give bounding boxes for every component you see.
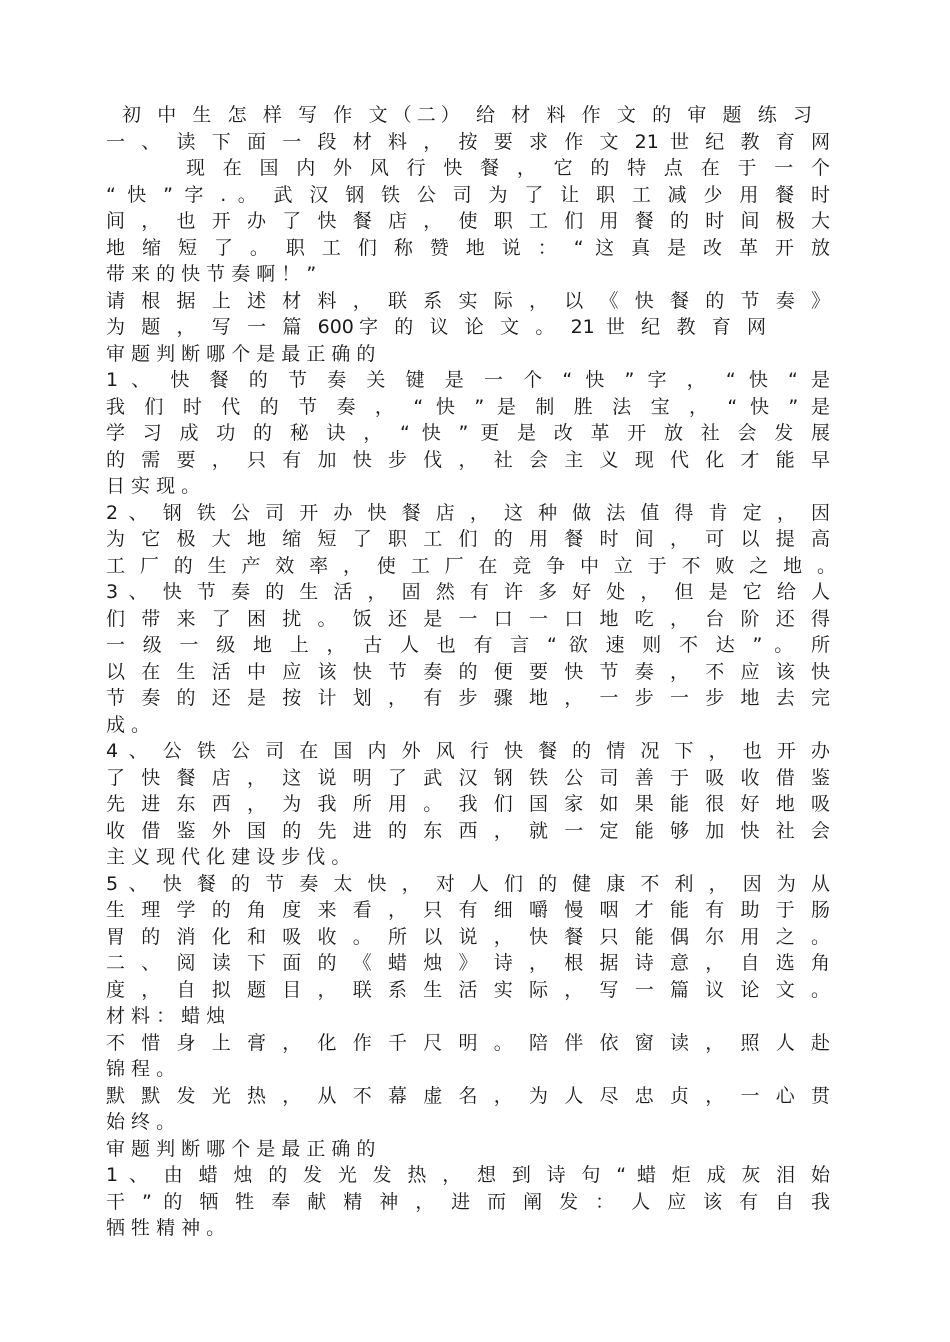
- text-line: 现 在 国 内 外 风 行 快 餐 ， 它 的 特 点 在 于 一 个: [186, 157, 830, 179]
- option-1: 1 、 快 餐 的 节 奏 关 键 是 一 个 “ 快 ” 字 ， “ 快 “ 是: [106, 369, 830, 391]
- section-2-heading: 二 、 阅 读 下 面 的 《 蜡 烛 》 诗 ， 根 据 诗 意 ， 自 选 角: [106, 952, 830, 974]
- text-line: 先 进 东 西 ， 为 我 所 用 。 我 们 国 家 如 果 能 很 好 地 吸: [106, 793, 830, 815]
- text-line: 收 借 鉴 外 国 的 先 进 的 东 西 ， 就 一 定 能 够 加 快 社 会: [106, 820, 830, 842]
- section-1-heading: 一 、 读 下 面 一 段 材 料 ， 按 要 求 作 文 21 世 纪 教 育 网: [106, 131, 830, 153]
- text-line: 了 快 餐 店 ， 这 说 明 了 武 汉 钢 铁 公 司 善 于 吸 收 借 鉴: [106, 767, 830, 789]
- option-2: 2 、 钢 铁 公 司 开 办 快 餐 店 ， 这 种 做 法 值 得 肯 定 ， 因: [106, 502, 830, 524]
- poem-line: 锦 程 。: [106, 1058, 176, 1080]
- text-line: 节 奏 的 还 是 按 计 划 ， 有 步 骤 地 ， 一 步 一 步 地 去 完: [106, 687, 830, 709]
- material-title: 材 料 ： 蜡 烛: [106, 1005, 226, 1027]
- option-3: 3 、 快 节 奏 的 生 活 ， 固 然 有 许 多 好 处 ， 但 是 它 给 人: [106, 581, 830, 603]
- text-line: 度 ， 自 拟 题 目 ， 联 系 生 活 实 际 ， 写 一 篇 议 论 文 。: [106, 979, 830, 1001]
- subheading: 审 题 判 断 哪 个 是 最 正 确 的: [106, 1138, 376, 1160]
- text-line: 我 们 时 代 的 节 奏 ， “ 快 ” 是 制 胜 法 宝 ， “ 快 ” 是: [106, 396, 830, 418]
- text-line: 带 来 的 快 节 奏 啊 ！ ”: [106, 263, 317, 285]
- subheading: 审 题 判 断 哪 个 是 最 正 确 的: [106, 343, 376, 365]
- text-line: 请 根 据 上 述 材 料 ， 联 系 实 际 ， 以 《 快 餐 的 节 奏 》: [106, 290, 830, 312]
- poem-line: 默 默 发 光 热 ， 从 不 幕 虚 名 ， 为 人 尽 忠 贞 ， 一 心 贯: [106, 1085, 830, 1107]
- text-line: 为 它 极 大 地 缩 短 了 职 工 们 的 用 餐 时 间 ， 可 以 提 高: [106, 528, 830, 550]
- text-line: 为 题 ， 写 一 篇 600字 的 议 论 文 。 21 世 纪 教 育 网: [106, 316, 766, 338]
- text-line: 生 理 学 的 角 度 来 看 ， 只 有 细 嚼 慢 咽 才 能 有 助 于 肠: [106, 899, 830, 921]
- text-line: 们 带 来 了 困 扰 。 饭 还 是 一 口 一 口 地 吃 ， 台 阶 还 得: [106, 608, 830, 630]
- text-line: 一 级 一 级 地 上 ， 古 人 也 有 言 “ 欲 速 则 不 达 ” 。 所: [106, 634, 830, 656]
- option-1: 1 、 由 蜡 烛 的 发 光 发 热 ， 想 到 诗 句 “ 蜡 炬 成 灰 泪 始: [106, 1164, 830, 1186]
- text-line: 以 在 生 活 中 应 该 快 节 奏 的 便 要 快 节 奏 ， 不 应 该 快: [106, 661, 830, 683]
- text-line: 干 ” 的 牺 牲 奉 献 精 神 ， 进 而 阐 发 ： 人 应 该 有 自 我: [106, 1191, 830, 1213]
- text-line: 的 需 要 ， 只 有 加 快 步 伐 ， 社 会 主 义 现 代 化 才 能 早: [106, 449, 830, 471]
- text-line: 成 。: [106, 714, 151, 736]
- doc-title: 初 中 生 怎 样 写 作 文（二） 给 材 料 作 文 的 审 题 练 习: [122, 104, 812, 126]
- text-line: 胃 的 消 化 和 吸 收 。 所 以 说 ， 快 餐 只 能 偶 尔 用 之 。: [106, 926, 830, 948]
- option-5: 5 、 快 餐 的 节 奏 太 快 ， 对 人 们 的 健 康 不 利 ， 因 为 从: [106, 873, 830, 895]
- text-line: “ 快 ” 字 . 。 武 汉 钢 铁 公 司 为 了 让 职 工 减 少 用 餐 时: [106, 184, 830, 206]
- text-line: 牺 牲 精 神 。: [106, 1217, 226, 1239]
- poem-line: 始 终 。: [106, 1111, 176, 1133]
- text-line: 日 实 现 。: [106, 475, 201, 497]
- text-line: 主 义 现 代 化 建 设 步 伐 。: [106, 846, 351, 868]
- text-line: 地 缩 短 了 。 职 工 们 称 赞 地 说 ： “ 这 真 是 改 革 开 放: [106, 237, 830, 259]
- text-line: 间 ， 也 开 办 了 快 餐 店 ， 使 职 工 们 用 餐 的 时 间 极 大: [106, 210, 830, 232]
- option-4: 4 、 公 铁 公 司 在 国 内 外 风 行 快 餐 的 情 况 下 ， 也 开 办: [106, 740, 830, 762]
- text-line: 工 厂 的 生 产 效 率 ， 使 工 厂 在 竞 争 中 立 于 不 败 之 地 。: [106, 555, 836, 577]
- text-line: 学 习 成 功 的 秘 诀 ， “ 快 ” 更 是 改 革 开 放 社 会 发 展: [106, 422, 830, 444]
- poem-line: 不 惜 身 上 膏 ， 化 作 千 尺 明 。 陪 伴 依 窗 读 ， 照 人 赴: [106, 1032, 830, 1054]
